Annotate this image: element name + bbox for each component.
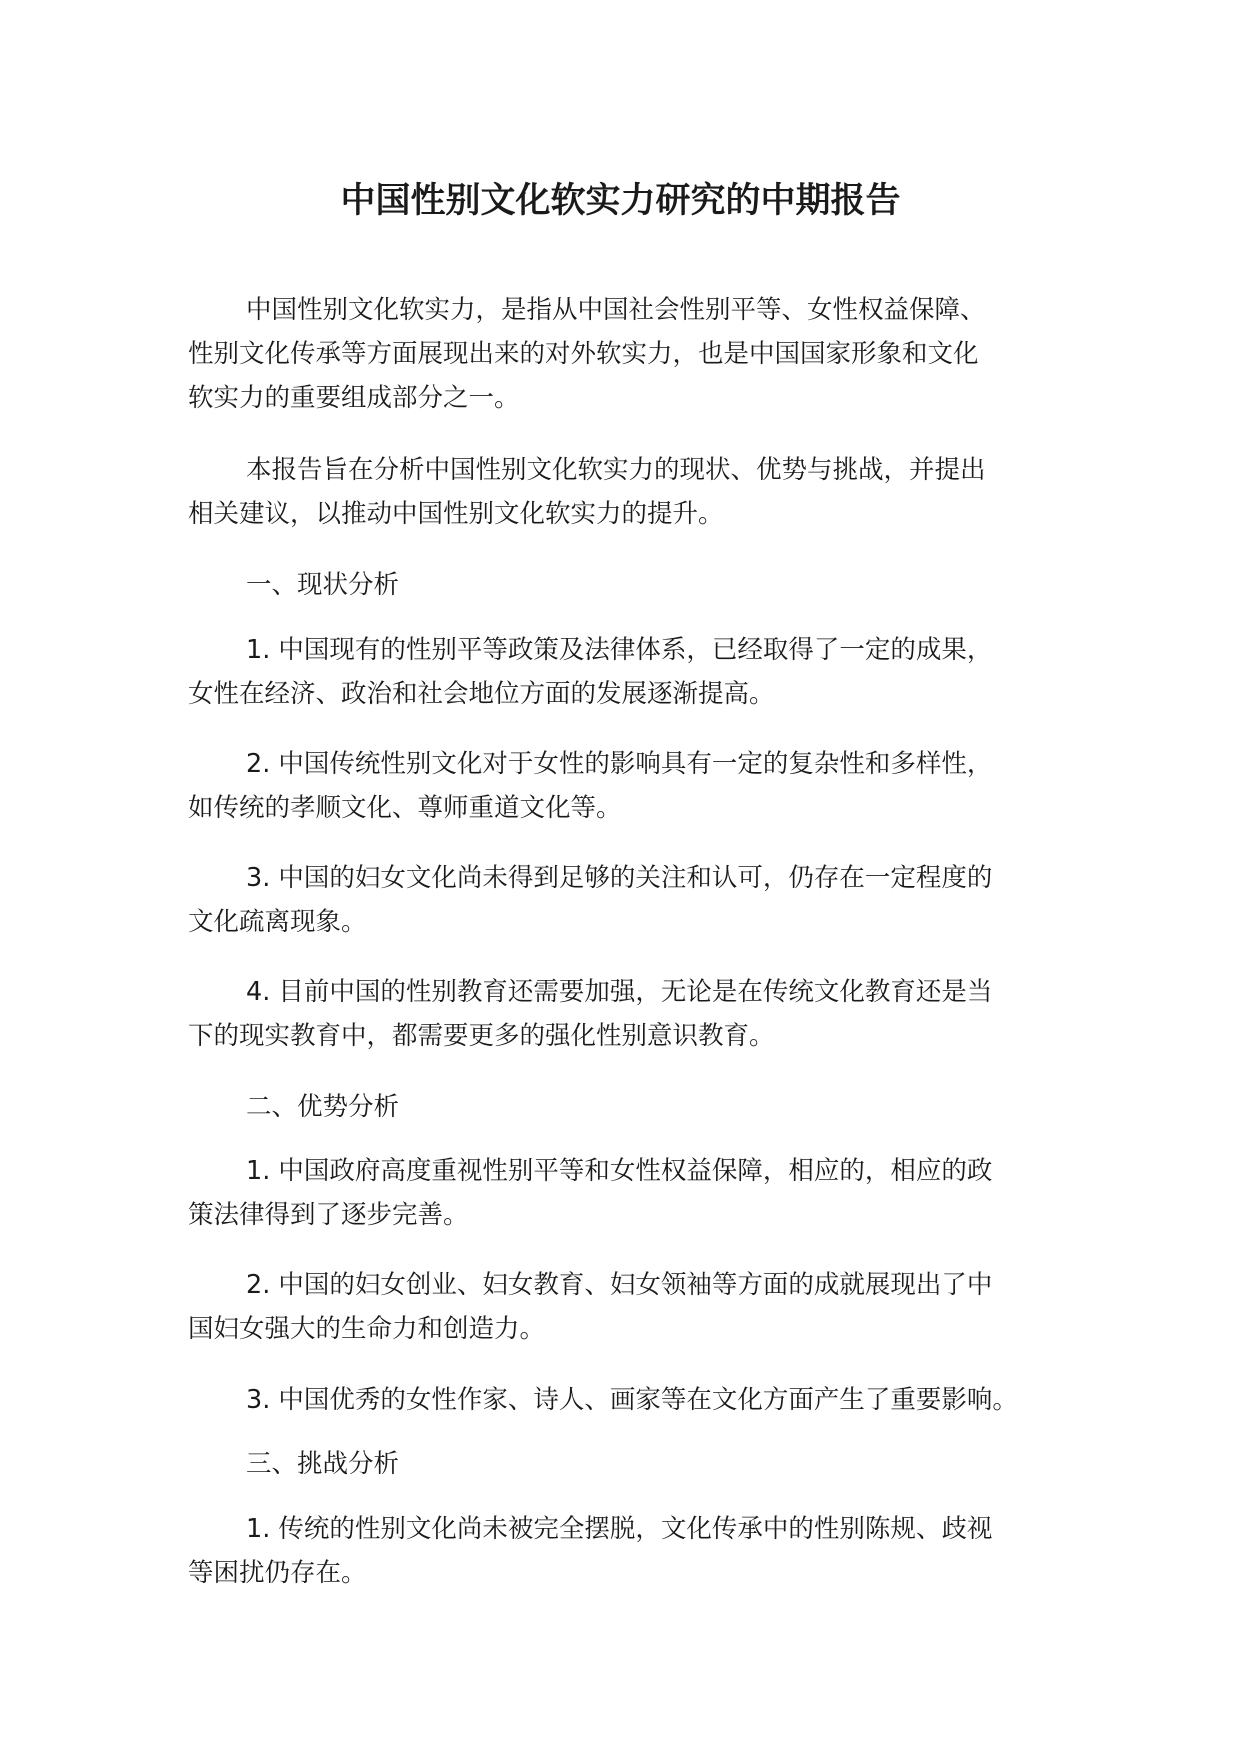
text-line: 相关建议，以推动中国性别文化软实力的提升。 — [188, 499, 724, 529]
text-line: 二、优势分析 — [246, 1092, 400, 1122]
text-line: 3. 中国的妇女文化尚未得到足够的关注和认可，仍存在一定程度的 — [246, 863, 993, 893]
section-heading-strengths — [188, 1085, 1056, 1129]
text-line: 1. 传统的性别文化尚未被完全摆脱，文化传承中的性别陈规、歧视 — [246, 1514, 993, 1544]
text-line: 一、现状分析 — [246, 570, 400, 600]
text-line: 女性在经济、政治和社会地位方面的发展逐渐提高。 — [188, 679, 775, 709]
text-line: 性别文化传承等方面展现出来的对外软实力，也是中国国家形象和文化 — [188, 339, 979, 369]
text-line: 国妇女强大的生命力和创造力。 — [188, 1314, 546, 1344]
list-item-strengths-1 — [188, 1149, 1056, 1237]
list-item-status-4 — [188, 970, 1056, 1058]
text-line: 策法律得到了逐步完善。 — [188, 1200, 469, 1230]
text-line: 2. 中国传统性别文化对于女性的影响具有一定的复杂性和多样性， — [246, 749, 993, 779]
document-title: 中国性别文化软实力研究的中期报告 — [340, 181, 901, 221]
list-item-status-1 — [188, 628, 1056, 716]
section-heading-status — [188, 563, 1056, 607]
list-item-strengths-2 — [188, 1263, 1056, 1351]
text-line: 下的现实教育中，都需要更多的强化性别意识教育。 — [188, 1021, 775, 1051]
text-line: 本报告旨在分析中国性别文化软实力的现状、优势与挑战，并提出 — [246, 455, 986, 485]
list-item-strengths-3 — [188, 1378, 1056, 1422]
text-line: 三、挑战分析 — [246, 1449, 400, 1479]
text-line: 3. 中国优秀的女性作家、诗人、画家等在文化方面产生了重要影响。 — [246, 1385, 1018, 1415]
section-heading-challenges — [188, 1442, 1056, 1486]
text-line: 1. 中国现有的性别平等政策及法律体系，已经取得了一定的成果， — [246, 635, 993, 665]
list-item-status-3 — [188, 856, 1056, 944]
list-item-challenges-1 — [188, 1507, 1056, 1595]
paragraph-intro — [188, 288, 1056, 420]
text-line: 1. 中国政府高度重视性别平等和女性权益保障，相应的，相应的政 — [246, 1156, 993, 1186]
text-line: 2. 中国的妇女创业、妇女教育、妇女领袖等方面的成就展现出了中 — [246, 1270, 993, 1300]
text-line: 如传统的孝顺文化、尊师重道文化等。 — [188, 793, 622, 823]
list-item-status-2 — [188, 742, 1056, 830]
paragraph-purpose — [188, 448, 1056, 536]
text-line: 4. 目前中国的性别教育还需要加强，无论是在传统文化教育还是当 — [246, 977, 993, 1007]
text-line: 中国性别文化软实力，是指从中国社会性别平等、女性权益保障、 — [246, 295, 986, 325]
text-line: 软实力的重要组成部分之一。 — [188, 383, 520, 413]
text-line: 文化疏离现象。 — [188, 907, 367, 937]
text-line: 等困扰仍存在。 — [188, 1558, 367, 1588]
